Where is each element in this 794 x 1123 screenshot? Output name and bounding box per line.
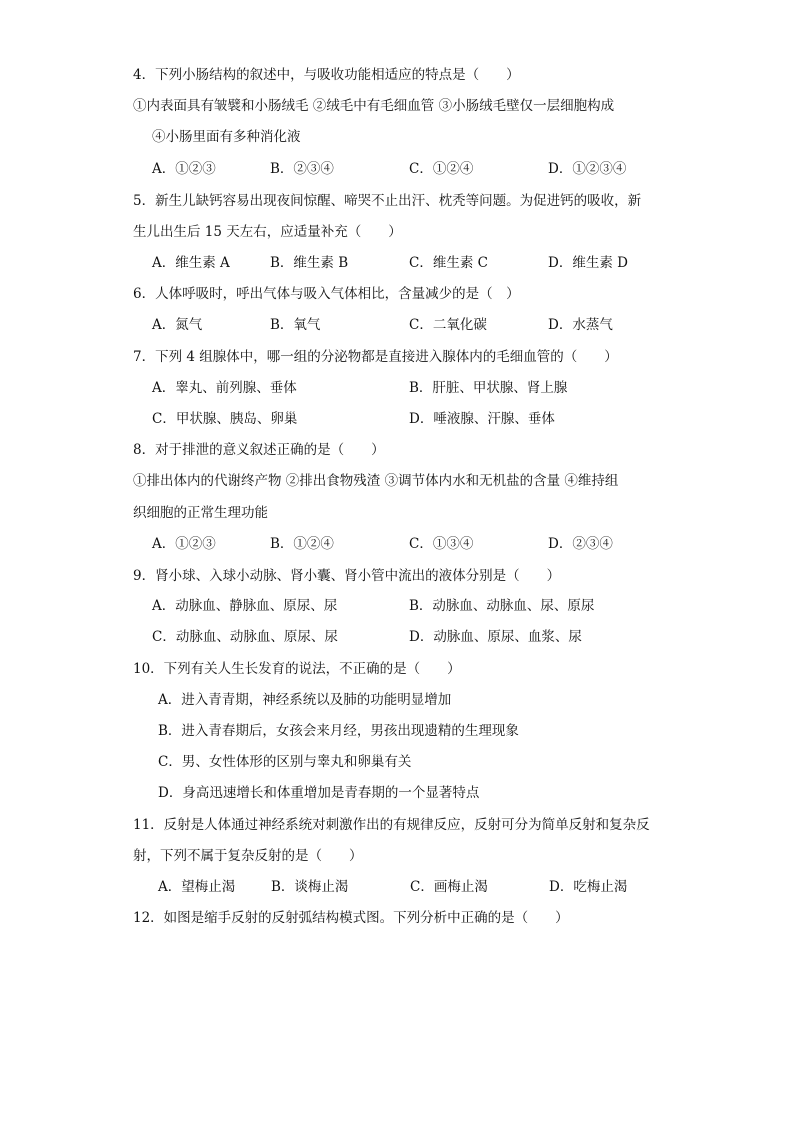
q4-option-b: B．②③④ (270, 161, 334, 177)
q5-option-b: B．维生素 B (270, 255, 349, 271)
q4-option-c: C．①②④ (409, 161, 474, 177)
q9-option-d: D．动脉血、原尿、血浆、尿 (409, 629, 582, 645)
q6-option-b: B．氧气 (270, 317, 321, 333)
q8-statements-line2: 织细胞的正常生理功能 (133, 505, 268, 521)
q9-option-a: A．动脉血、静脉血、原尿、尿 (152, 598, 338, 614)
q8-statements-line1: ①排出体内的代谢终产物 ②排出食物残渣 ③调节体内水和无机盐的含量 ④维持组 (133, 473, 619, 489)
q4-option-d: D．①②③④ (548, 161, 627, 177)
q4-option-a: A．①②③ (152, 161, 216, 177)
q11-stem-line2: 射，下列不属于复杂反射的是（ ） (133, 848, 363, 864)
q11-option-c: C．画梅止渴 (410, 879, 488, 895)
q4-statements-line2: ④小肠里面有多种消化液 (152, 129, 301, 145)
q11-options (158, 877, 678, 897)
q8-options (152, 534, 672, 554)
q7-option-b: B．肝脏、甲状腺、肾上腺 (409, 380, 568, 396)
q6-options (152, 315, 672, 335)
q6-option-d: D．水蒸气 (548, 317, 613, 333)
q5-option-d: D．维生素 D (548, 255, 628, 271)
q10-option-a: A．进入青青期，神经系统以及肺的功能明显增加 (158, 692, 452, 708)
q4-stem: 4．下列小肠结构的叙述中，与吸收功能相适应的特点是（ ） (133, 67, 520, 83)
q8-option-a: A．①②③ (152, 536, 216, 552)
q11-option-b: B．谈梅止渴 (271, 879, 349, 895)
q7-stem: 7．下列 4 组腺体中，哪一组的分泌物都是直接进入腺体内的毛细血管的（ ） (133, 349, 618, 365)
q4-statements-line1: ①内表面具有皱襞和小肠绒毛 ②绒毛中有毛细血管 ③小肠绒毛壁仅一层细胞构成 (133, 98, 615, 114)
q6-option-c: C．二氧化碳 (409, 317, 487, 333)
q6-stem: 6．人体呼吸时，呼出气体与吸入气体相比，含量减少的是（ ） (133, 286, 520, 302)
q10-option-c: C．男、女性体形的区别与睾丸和卵巢有关 (158, 754, 412, 770)
q10-option-b: B．进入青春期后，女孩会来月经，男孩出现遗精的生理现象 (158, 723, 519, 739)
q9-options-row2 (152, 627, 672, 647)
q5-option-c: C．维生素 C (409, 255, 488, 271)
q6-option-a: A．氮气 (152, 317, 203, 333)
q8-stem: 8．对于排泄的意义叙述正确的是（ ） (133, 442, 385, 458)
q9-option-b: B．动脉血、动脉血、尿、原尿 (409, 598, 595, 614)
q5-stem-line1: 5．新生儿缺钙容易出现夜间惊醒、啼哭不止出汗、枕秃等问题。为促进钙的吸收，新 (133, 193, 642, 209)
q11-option-a: A．望梅止渴 (158, 879, 236, 895)
q5-options (152, 253, 672, 273)
q7-options-row1 (152, 378, 672, 398)
q5-option-a: A．维生素 A (152, 255, 230, 271)
q9-options-row1 (152, 596, 672, 616)
q7-option-a: A．睾丸、前列腺、垂体 (152, 380, 297, 396)
q10-stem: 10．下列有关人生长发育的说法，不正确的是（ ） (133, 661, 461, 677)
q11-option-d: D．吃梅止渴 (549, 879, 628, 895)
q7-options-row2 (152, 409, 672, 429)
q8-option-c: C．①③④ (409, 536, 474, 552)
q8-option-d: D．②③④ (548, 536, 613, 552)
q11-stem-line1: 11．反射是人体通过神经系统对刺激作出的有规律反应，反射可分为简单反射和复杂反 (133, 817, 650, 833)
q8-option-b: B．①②④ (270, 536, 334, 552)
q12-stem: 12．如图是缩手反射的反射弧结构模式图。下列分析中正确的是（ ） (133, 910, 569, 926)
q10-option-d: D．身高迅速增长和体重增加是青春期的一个显著特点 (158, 785, 480, 801)
q7-option-c: C．甲状腺、胰岛、卵巢 (152, 411, 298, 427)
q9-stem: 9．肾小球、入球小动脉、肾小囊、肾小管中流出的液体分别是（ ） (133, 568, 561, 584)
q4-options (152, 159, 672, 179)
q7-option-d: D．唾液腺、汗腺、垂体 (409, 411, 555, 427)
q5-stem-line2: 生儿出生后 15 天左右，应适量补充（ ） (133, 224, 402, 240)
q9-option-c: C．动脉血、动脉血、原尿、尿 (152, 629, 338, 645)
